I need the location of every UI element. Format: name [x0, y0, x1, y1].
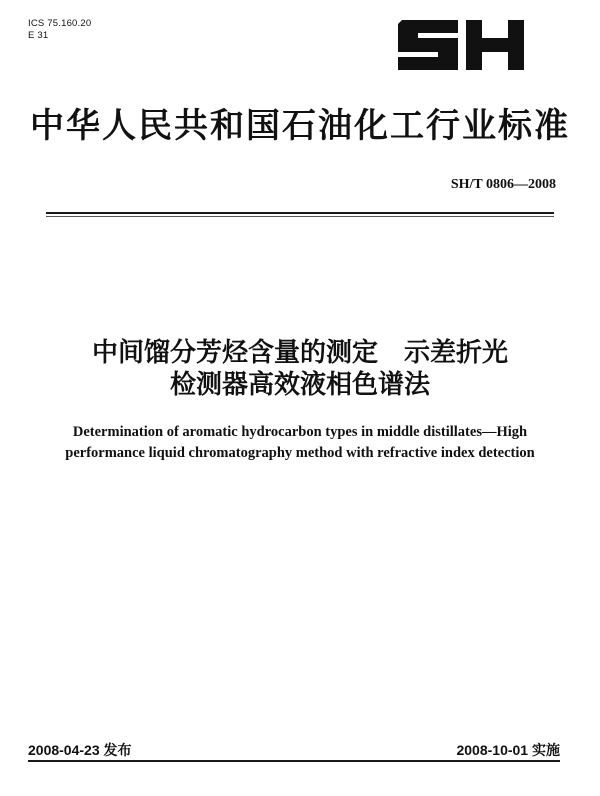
chinese-title-line-1: 中间馏分芳烃含量的测定 示差折光 [91, 338, 508, 368]
english-title-line-1: Determination of aromatic hydrocarbon types in middle distillates—High [72, 424, 528, 440]
ccs-code: E 31 [28, 30, 49, 41]
header-divider-thick [46, 212, 554, 214]
standard-category-title: 中华人民共和国石油化工行业标准 [30, 106, 570, 146]
footer-divider [28, 760, 560, 762]
english-title-line-2: performance liquid chromatography method with refractive index detection [65, 445, 535, 461]
header-divider-thin [46, 216, 554, 217]
english-document-title [40, 422, 560, 464]
ics-code: ICS 75.160.20 [28, 18, 92, 29]
classification-codes [28, 18, 91, 42]
issue-date: 2008-04-23 发布 [28, 742, 132, 758]
chinese-title-line-2: 检测器高效液相色谱法 [169, 370, 430, 400]
implementation-date: 2008-10-01 实施 [456, 742, 560, 758]
sh-logo-graphic [398, 20, 524, 70]
sh-logo [398, 20, 524, 70]
chinese-document-title [0, 337, 600, 401]
standard-number: SH/T 0806—2008 [450, 177, 556, 192]
